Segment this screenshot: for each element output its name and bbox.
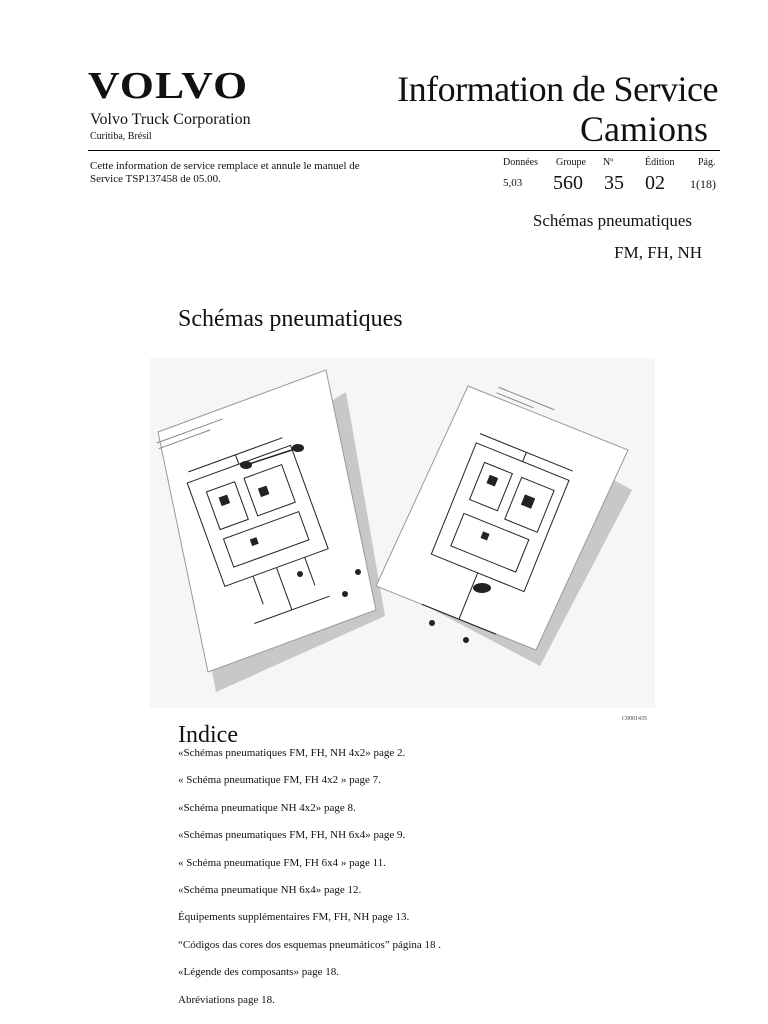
edition-value: 02 — [645, 172, 665, 194]
no-value: 35 — [604, 172, 624, 194]
index-item[interactable]: « Schéma pneumatique FM, FH 6x4 » page 11. — [178, 856, 386, 869]
truck-models: FM, FH, NH — [614, 243, 702, 262]
corporation-location: Curitiba, Brésil — [90, 131, 152, 142]
section-title: Schémas pneumatiques — [178, 306, 403, 332]
volvo-logo: VOLVO — [88, 65, 249, 107]
replacement-notice: Cette information de service remplace et annule le manuel de Service TSP137458 de 05.00. — [90, 160, 360, 185]
index-item[interactable]: “Códigos das cores dos esquemas pneumáticos” página 18 . — [178, 938, 442, 951]
groupe-label: Groupe — [556, 157, 586, 168]
document-subtitle: Schémas pneumatiques — [532, 211, 692, 230]
page-title-line1: Information de Service — [397, 69, 718, 109]
edition-label: Édition — [645, 157, 675, 168]
index-item[interactable]: « Schéma pneumatique FM, FH 4x2 » page 7. — [178, 774, 381, 787]
index-item[interactable]: «Légende des composants» page 18. — [178, 966, 339, 979]
index-item[interactable]: Abréviations page 18. — [178, 993, 275, 1006]
donnees-value: 5,03 — [503, 177, 523, 189]
schematic-sheets-graphic — [150, 358, 655, 708]
donnees-label: Données — [503, 157, 538, 168]
groupe-value: 560 — [553, 172, 583, 194]
index-item[interactable]: «Schémas pneumatiques FM, FH, NH 4x2» page 2. — [178, 747, 406, 759]
index-title: Indice — [178, 722, 238, 748]
pag-value: 1(18) — [690, 177, 716, 191]
index-item[interactable]: «Schémas pneumatiques FM, FH, NH 6x4» page 9. — [178, 829, 406, 842]
index-item[interactable]: Équipements supplémentaires FM, FH, NH page 13. — [178, 911, 410, 924]
index-item[interactable]: «Schéma pneumatique NH 4x2» page 8. — [178, 801, 356, 814]
page-title-line2: Camions — [579, 109, 708, 149]
no-label: Nº — [603, 157, 614, 168]
pag-label: Pág. — [698, 157, 716, 168]
schematic-illustration — [150, 358, 655, 708]
header-divider — [88, 150, 720, 151]
index-list — [178, 746, 441, 1020]
corporation-name: Volvo Truck Corporation — [90, 111, 251, 128]
figure-code: C0001435 — [622, 716, 648, 722]
index-item[interactable]: «Schéma pneumatique NH 6x4» page 12. — [178, 883, 362, 896]
